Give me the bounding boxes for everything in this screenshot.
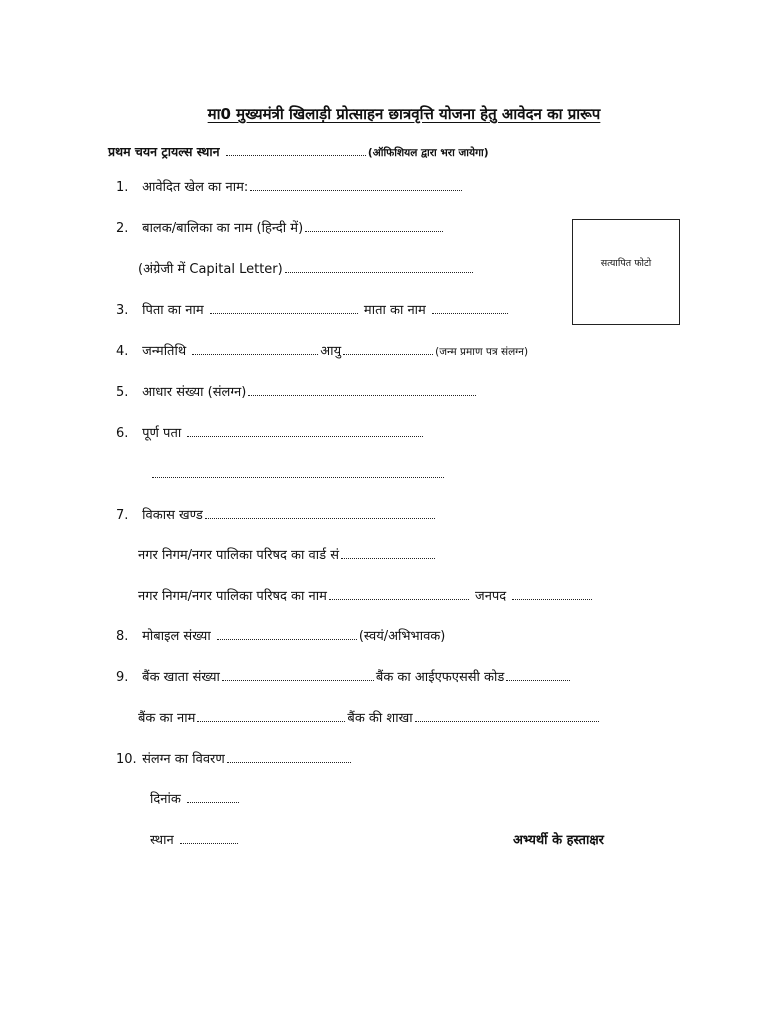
item-name-english-row [138,261,475,279]
sport-field[interactable] [250,180,462,191]
sport-label: आवेदित खेल का नाम: [142,180,249,195]
bank-name-row [138,710,601,728]
item-parents-row [116,302,510,320]
municipal-name-field[interactable] [329,589,469,600]
item-number: 5. [116,385,129,400]
attachments-field[interactable] [227,752,351,763]
item-address-row [116,425,425,443]
photo-box[interactable] [572,219,680,325]
ifsc-label: बैंक का आईएफएससी कोड [375,670,505,685]
first-trial-label: प्रथम चयन ट्रायल्स स्थान [108,144,220,159]
item-number: 4. [116,344,129,359]
municipal-name-label: नगर निगम/नगर पालिका परिषद का नाम [138,589,327,604]
dob-field[interactable] [192,344,318,355]
place-row [150,832,240,850]
item-number: 8. [116,629,129,644]
item-number: 6. [116,426,129,441]
district-field[interactable] [512,589,592,600]
item-aadhaar-row [116,384,478,402]
mother-name-field[interactable] [432,303,508,314]
item-number: 9. [116,670,129,685]
attachments-label: संलग्न का विवरण [142,752,225,767]
first-trial-field[interactable] [226,145,366,156]
father-name-label: पिता का नाम [142,303,204,318]
ward-no-row [138,547,437,565]
ward-no-field[interactable] [341,548,435,559]
ward-no-label: नगर निगम/नगर पालिका परिषद का वार्ड सं [138,548,340,563]
item-number: 10. [116,752,137,767]
item-number: 1. [116,180,129,195]
name-english-field[interactable] [285,262,473,273]
father-name-field[interactable] [210,303,358,314]
age-label: आयु [320,344,342,359]
name-hindi-field[interactable] [305,221,443,232]
address-field-line-2[interactable] [152,467,444,478]
item-dob-row [116,343,528,361]
item-attachments-row [116,751,353,769]
item-number: 7. [116,508,129,523]
item-name-hindi-row [116,220,445,238]
bank-branch-field[interactable] [415,711,599,722]
bank-branch-label: बैंक की शाखा [347,711,413,726]
name-hindi-label: बालक/बालिका का नाम (हिन्दी में) [142,221,304,236]
date-label: दिनांक [150,792,181,807]
photo-label: सत्यापित फोटो [600,258,652,269]
item-number: 2. [116,221,129,236]
item-block-row [116,507,437,525]
date-field[interactable] [187,792,239,803]
first-trial-row [108,143,489,162]
block-label: विकास खण्ड [142,508,203,523]
mobile-field[interactable] [217,629,357,640]
date-row [150,791,241,809]
bank-name-field[interactable] [197,711,345,722]
mother-name-label: माता का नाम [363,303,426,318]
address-line-2-row [150,466,446,484]
signature-label: अभ्यर्थी के हस्ताक्षर [513,833,604,848]
aadhaar-label: आधार संख्या (संलग्न) [142,385,247,400]
district-label: जनपद [475,589,507,604]
place-label: स्थान [150,833,174,848]
municipal-name-row [138,588,594,606]
bank-account-label: बैंक खाता संख्या [142,670,220,685]
dob-label: जन्मतिथि [142,344,187,359]
block-field[interactable] [205,508,435,519]
dob-note: (जन्म प्रमाण पत्र संलग्न) [435,346,529,358]
mobile-note: (स्वयं/अभिभावक) [358,629,446,644]
ifsc-field[interactable] [506,670,570,681]
address-field-line-1[interactable] [187,426,423,437]
item-bank-account-row [116,669,572,687]
form-title: मा0 मुख्यमंत्री खिलाड़ी प्रोत्साहन छात्रवृत्ति योजना हेतु आवेदन का प्रारूप [207,105,601,123]
mobile-label: मोबाइल संख्या [142,629,211,644]
item-number: 3. [116,303,129,318]
name-english-label: (अंग्रेजी में Capital Letter) [138,262,283,277]
bank-account-field[interactable] [222,670,374,681]
aadhaar-field[interactable] [248,385,476,396]
age-field[interactable] [343,344,433,355]
item-mobile-row [116,628,445,646]
item-sport-row [116,179,464,197]
address-label: पूर्ण पता [142,426,182,441]
bank-name-label: बैंक का नाम [138,711,196,726]
place-field[interactable] [180,833,238,844]
first-trial-note: (ऑफिशियल द्वारा भरा जायेगा) [367,147,489,159]
